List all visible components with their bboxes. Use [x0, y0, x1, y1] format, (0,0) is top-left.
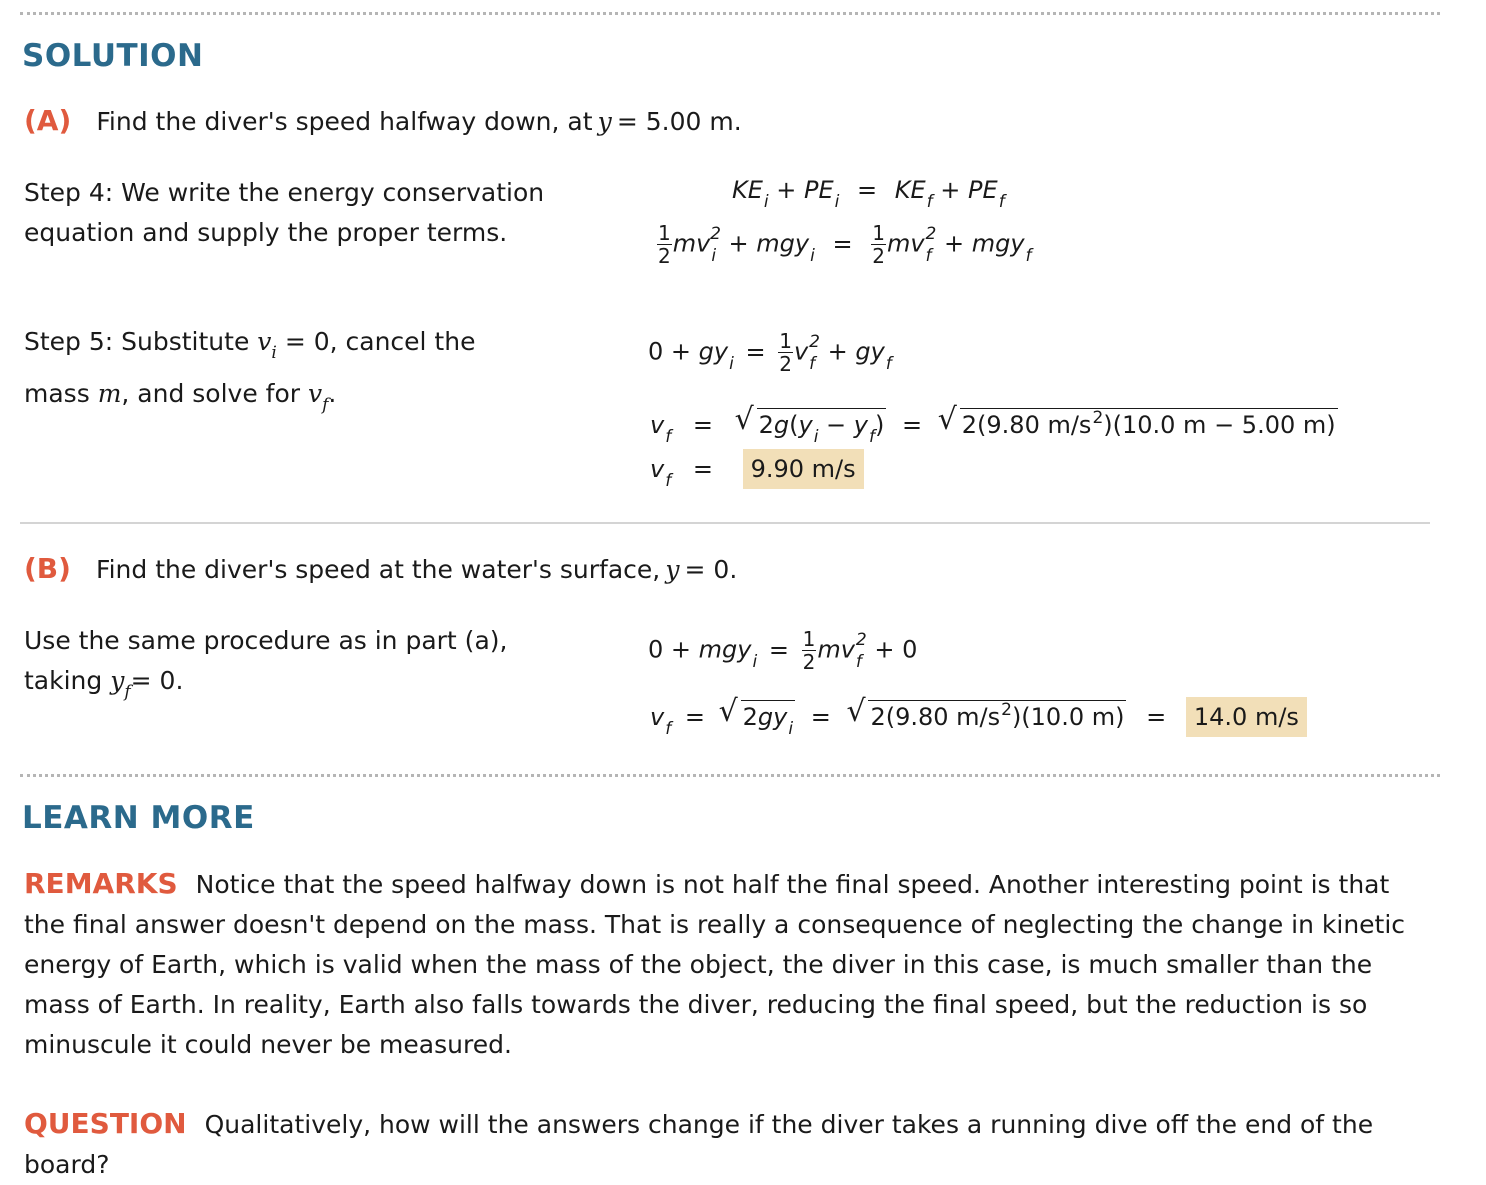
section-divider	[20, 522, 1430, 524]
step-b-sub-f: f	[124, 682, 131, 702]
remarks-label: REMARKS	[24, 867, 178, 900]
question-paragraph	[24, 1104, 1424, 1185]
vf-result-row-b: $v_f$ = √ $2gy_i$ = √ 2(9.80 $m/s^2)(10.0$ m) = 14.0 m/s	[650, 700, 1307, 731]
result-a-value: 9.90 m/s	[743, 449, 864, 489]
part-b-text: Find the diver's speed at the water's surface,	[96, 555, 661, 584]
learn-more-heading: LEARN MORE	[22, 800, 255, 836]
part-a-header	[24, 104, 742, 137]
step-5-prefix: Step 5: Substitute	[24, 327, 250, 356]
top-divider	[20, 12, 1440, 15]
step-b-line-1: Use the same procedure as in part (a),	[24, 626, 508, 655]
step-5-mass-text: mass	[24, 379, 90, 408]
remarks-paragraph	[24, 864, 1424, 1065]
step-4-text: Step 4: We write the energy conservation equation and supply the proper terms.	[24, 178, 545, 247]
energy-equation-1: $KE_i + PE_i = KE_f + PE_f$	[732, 176, 1005, 212]
substituted-equation: $0 + gy_i$ = $\frac{1}{2}$ $v_f^2 + gy_f$	[648, 329, 892, 376]
step-5-line-1	[24, 322, 475, 365]
step-b-var-y: y	[110, 666, 125, 695]
question-label: QUESTION	[24, 1107, 187, 1140]
result-b-value: 14.0 m/s	[1186, 697, 1307, 737]
question-text: Qualitatively, how will the answers change if the diver takes a running dive off the end of the board?	[24, 1110, 1374, 1179]
remarks-text: Notice that the speed halfway down is not half the final speed. Another interesting point is that the final answer doesn't depend on the mass. That is really a consequence of neglecting the change in kinetic energy of Earth, which is valid when the mass of the object, the diver in this case, is much smaller than the mass of Earth. In reality, Earth also falls towards the diver, reducing the final speed, but the reduction is so minuscule it could never be measured.	[24, 870, 1406, 1059]
step-5-var-vf: v	[308, 379, 323, 408]
step-5-sub-f: f	[322, 395, 329, 415]
part-b-value: = 0.	[684, 555, 738, 584]
part-a-var: y	[597, 107, 612, 136]
part-a-value: = 5.00 m.	[616, 107, 742, 136]
step-b-end: = 0.	[130, 666, 184, 695]
step-5-line-2	[24, 374, 336, 417]
step-b-line-2	[24, 661, 183, 704]
part-b-equation: 0 + mgy$_i$ = $\frac{1}{2}$ $mv_f^2 + 0$	[648, 627, 918, 674]
step-5-var-v: v	[257, 327, 272, 356]
step-5-period: .	[328, 379, 337, 408]
step-5-sub-i: i	[271, 343, 277, 363]
learn-more-divider	[20, 774, 1440, 777]
part-b-var: y	[665, 555, 680, 584]
solution-heading: SOLUTION	[22, 38, 204, 74]
step-b-taking: taking	[24, 666, 103, 695]
energy-equation-2: $\frac{1}{2}$ $mv_i^2 + mgy_i$ = $\frac{1}{2}$ $mv_f^2 + mgy_f$	[658, 221, 1032, 268]
part-b-label: (B)	[24, 552, 71, 585]
step-5-var-m: m	[97, 379, 122, 408]
vf-result-row-a: $v_f = 9.90$ m/s	[650, 455, 864, 483]
step-5-mid: = 0, cancel the	[284, 327, 476, 356]
vf-general-equation: $v_f$ = √ $2g(y_i - y_f)$ = √ 2(9.80 $m/s^2)(10.0$ m − 5.00 m)	[650, 402, 1336, 447]
part-a-label: (A)	[24, 104, 72, 137]
part-a-text: Find the diver's speed halfway down, at	[96, 107, 593, 136]
part-b-header	[24, 552, 737, 585]
step-5-solve-text: , and solve for	[121, 379, 301, 408]
